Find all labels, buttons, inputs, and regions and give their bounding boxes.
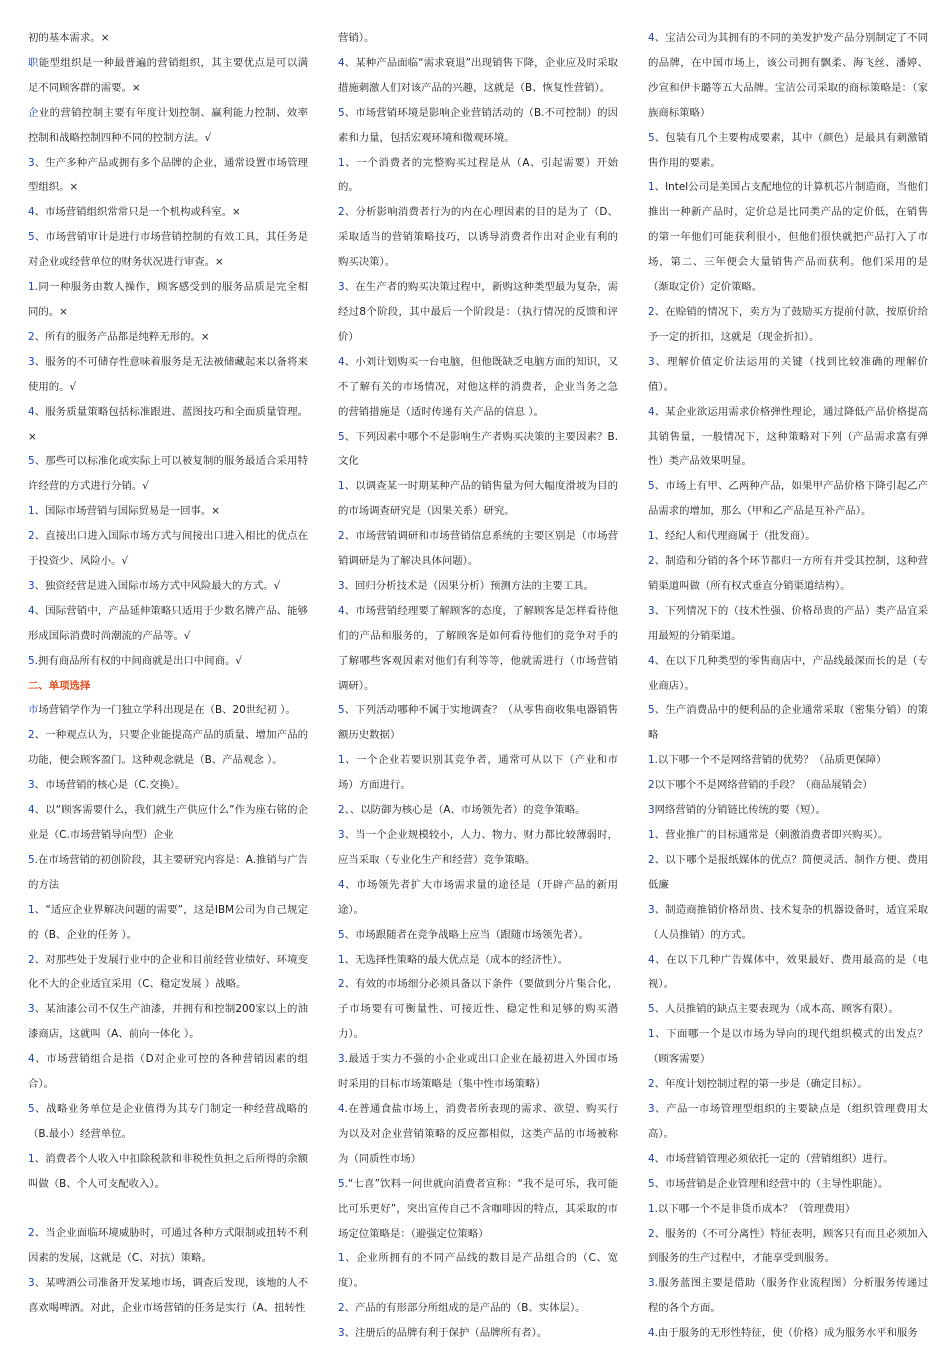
question-item	[338, 1296, 618, 1321]
question-item	[648, 698, 928, 748]
question-item	[648, 175, 928, 300]
item-number: 2	[28, 953, 35, 966]
question-item	[648, 126, 928, 176]
question-item	[338, 748, 618, 798]
item-number: 5	[28, 455, 35, 468]
item-text: 、某种产品面临“需求衰退”出现销售下降，企业应及时采取措施刺激人们对该产品的兴趣，这就是（B、恢复性营销）。	[338, 56, 618, 94]
item-number: 4	[28, 405, 35, 418]
item-number: 3	[338, 579, 345, 592]
question-item	[648, 300, 928, 350]
item-text: 、、以防御为核心是（A、市场领先者）的竞争策略。	[344, 804, 586, 817]
item-number: 1	[338, 480, 345, 493]
question-item	[648, 26, 928, 126]
item-text: 、下列活动哪种不属于实地调查？（从零售商收集电器销售额历史数据）	[338, 704, 618, 742]
item-number: 4	[648, 32, 655, 44]
item-text: 能型组织是一种最普遍的营销组织，其主要优点是可以满足不同顾客群的需要。×	[28, 56, 309, 94]
item-number: 企	[28, 106, 39, 119]
item-text: .拥有商品所有权的中间商就是出口中间商。√	[34, 654, 242, 667]
question-item	[28, 649, 308, 674]
item-text: 、一个企业若要识别其竞争者，通常可从以下（产业和市场）方面进行。	[338, 754, 618, 792]
item-text: 、有效的市场细分必须具备以下条件（要做到分片集合化，子市场要有可衡量性、可接近性、稳定性和足够的购买潜力）。	[338, 978, 618, 1041]
item-text: 、理解价值定价法运用的关键（找到比较准确的理解价值）。	[648, 355, 928, 393]
item-text: 、宝洁公司为其拥有的不同的美发护发产品分别制定了不同的品牌，在中国市场上，该公司拥有飘柔、海飞丝、潘婷、沙宣和伊卡璐等五大品牌。宝洁公司采取的商标策略是：（家族商标策略）	[648, 32, 928, 119]
item-text: 、包装有几个主要构成要素，其中（颜色）是最具有刺激销售作用的要素。	[648, 131, 928, 169]
item-number: 1	[648, 829, 655, 841]
item-number: 1	[648, 1202, 655, 1215]
item-text: 、直接出口进入国际市场方式与间接出口进入相比的优点在于投资少、风险小。√	[28, 530, 308, 568]
question-item	[28, 350, 308, 400]
item-text: 、下面哪一个是以市场为导向的现代组织模式的出发点？（顾客需要）	[648, 1028, 928, 1066]
question-item	[648, 823, 928, 848]
item-text: .由于服务的无形性特征，使（价格）成为服务水平和服务	[654, 1327, 918, 1340]
item-number: 4	[338, 355, 345, 368]
item-number: 2	[648, 779, 655, 792]
item-text: 、经纪人和代理商属于（批发商）。	[654, 530, 816, 543]
question-item	[648, 848, 928, 898]
item-number: 3	[648, 804, 655, 817]
item-number: 3	[28, 355, 35, 368]
item-text: 、在以下几种广告媒体中，效果最好、费用最高的是（电视）。	[648, 953, 928, 991]
item-text: 、营业推广的目标通常是（刺激消费者即兴购买）。	[654, 829, 889, 841]
question-item	[648, 1022, 928, 1072]
item-text: 、战略业务单位是企业值得为其专门制定一种经营战略的（B.最小）经营单位。	[28, 1102, 308, 1140]
item-number: 5	[28, 231, 35, 244]
question-item	[338, 698, 618, 748]
item-number: 1	[28, 281, 35, 294]
item-number: 3	[338, 281, 345, 294]
item-text: 、以“顾客需要什么，我们就生产供应什么”作为座右铭的企业是（C.市场营销导向型）企业	[28, 804, 308, 841]
item-text: 、企业所拥有的不同产品线的数目是产品组合的（C、宽度）。	[338, 1252, 618, 1290]
item-text: 、下列情况下的（技术性强、价格昂贵的产品）类产品宜采用最短的分销渠道。	[648, 604, 928, 642]
question-item	[648, 1222, 928, 1272]
item-text: 、市场营销审计是进行市场营销控制的有效工具，其任务是对企业或经营单位的财务状况进行审查。×	[28, 231, 308, 269]
item-text: 、服务的不可储存性意味着服务是无法被储藏起来以备将来使用的。√	[28, 355, 308, 393]
question-item	[28, 798, 308, 848]
item-number: 4	[648, 953, 655, 966]
item-number: 3	[28, 579, 35, 592]
question-item: 初的基本需求。×	[28, 32, 110, 44]
question-item	[338, 200, 618, 275]
item-number: 1	[338, 156, 345, 169]
item-number: 3	[648, 355, 655, 368]
blank-line	[28, 1197, 308, 1222]
question-item	[28, 948, 308, 998]
question-item	[28, 1097, 308, 1147]
question-item	[28, 275, 308, 325]
question-item	[648, 997, 928, 1022]
question-item	[28, 225, 308, 275]
item-number: 3	[338, 829, 345, 841]
question-item	[338, 1172, 618, 1247]
item-number: 4	[28, 604, 35, 617]
question-item	[28, 449, 308, 499]
item-number: 4	[338, 1102, 345, 1115]
item-number: 5	[648, 480, 655, 493]
item-text: 、在生产者的购买决策过程中，新购这种类型最为复杂，需经过8个阶段，其中最后一个阶段是：（执行情况的反馈和评价）	[338, 281, 618, 343]
column-left	[28, 26, 308, 1321]
item-text: 、服务的（不可分离性）特征表明，顾客只有而且必须加入到服务的生产过程中，才能享受到服务。	[648, 1227, 928, 1265]
item-number: 5	[648, 131, 655, 144]
question-item	[338, 798, 618, 823]
item-number: 3	[338, 1327, 345, 1340]
item-text: 、市场营销的核心是（C.交换）。	[34, 779, 186, 792]
item-number: 1	[338, 1252, 345, 1265]
item-text: 、“适应企业界解决问题的需要”，这是IBM公司为自己规定的（B、企业的任务 ）。	[28, 903, 308, 941]
question-item	[648, 748, 928, 773]
item-text: 场营销学作为一门独立学科出现是在（B、20世纪初 ）。	[38, 704, 296, 717]
item-number: 3	[648, 1102, 655, 1115]
section-heading: 二、单项选择	[28, 679, 91, 692]
item-text: .在市场营销的初创阶段，其主要研究内容是：A.推销与广告的方法	[28, 853, 308, 891]
item-number: 2	[28, 1227, 35, 1240]
item-text: 、制造商推销价格昂贵、技术复杂的机器设备时，适宜采取（人员推销）的方式。	[648, 903, 928, 941]
question-item	[648, 524, 928, 549]
question-item	[338, 972, 618, 1047]
item-text: 、市场营销环境是影响企业营销活动的（B.不可控制）的因素和力量，包括宏观环境和微观环境。	[338, 106, 618, 144]
item-number: 5	[338, 430, 345, 443]
item-number: 5	[338, 1177, 345, 1190]
item-number: 3	[28, 156, 35, 169]
item-number: 2	[648, 853, 655, 866]
item-text: .以下哪一个不是网络营销的优势？（品质更保障）	[654, 754, 887, 767]
question-item	[648, 1321, 928, 1346]
item-text: 、国际营销中，产品延伸策略只适用于少数名牌产品、能够形成国际消费时尚潮流的产品等。√	[28, 604, 308, 642]
item-number: 5	[648, 704, 655, 717]
item-text: 、市场营销经理要了解顾客的态度，了解顾客是怎样看待他们的产品和服务的，了解顾客是如何看待他们的竞争对手的了解哪些客观因素对他们有利等等，他就需进行（市场营销调研）。	[338, 604, 618, 692]
question-item	[648, 649, 928, 699]
item-number: 5	[28, 853, 35, 866]
question-item	[28, 599, 308, 649]
column-middle	[338, 26, 618, 1346]
item-text: 、国际市场营销与国际贸易是一回事。×	[34, 505, 220, 518]
column-right	[648, 26, 928, 1346]
item-number: 3	[648, 903, 655, 916]
item-number: 5	[648, 1003, 655, 1016]
question-item	[338, 425, 618, 475]
question-item	[28, 499, 308, 524]
item-text: 业的营销控制主要有年度计划控制、赢利能力控制、效率控制和战略控制四种不同的控制方法。√	[28, 106, 309, 144]
item-number: 2	[648, 1227, 655, 1240]
question-item	[28, 723, 308, 773]
question-item	[28, 773, 308, 798]
item-text: 、分析影响消费者行为的内在心理因素的目的是为了（D、采取适当的营销策略技巧，以诱导消费者作出对企业有利的购买决策）。	[338, 206, 618, 269]
item-number: 职	[28, 56, 39, 69]
item-text: 、市场跟随者在竞争战略上应当（跟随市场领先者）。	[344, 928, 589, 941]
item-text: 、产品一市场管理型组织的主要缺点是（组织管理费用太高）。	[648, 1102, 928, 1140]
item-text: .以下哪一个不是非货币成本？（管理费用）	[654, 1202, 856, 1215]
item-text: 、市场营销组织常常只是一个机构或科室。×	[34, 206, 241, 219]
question-item	[648, 1271, 928, 1321]
item-text: 、下列因素中哪个不是影响生产者购买决策的主要因素？B.文化	[338, 430, 618, 468]
question-item	[28, 325, 308, 350]
item-text: 、一种观点认为，只要企业能提高产品的质量、增加产品的功能，便会顾客盈门。这种观念就是（B、产品观念 ）。	[28, 729, 308, 767]
question-item	[338, 1321, 618, 1346]
item-text: 、市场营销调研和市场营销信息系统的主要区别是（市场营销调研是为了解决具体问题）。	[338, 530, 618, 568]
question-item	[28, 1147, 308, 1197]
item-text: 、年度计划控制过程的第一步是（确定目标）。	[654, 1078, 868, 1091]
item-number: 5	[338, 928, 345, 941]
question-item	[338, 51, 618, 101]
item-text: .在普通食盐市场上，消费者所表现的需求、欲望、购买行为以及对企业营销策略的反应都相似，这类产品的市场被称为（同质性市场）	[338, 1102, 618, 1165]
question-item	[338, 873, 618, 923]
question-item	[648, 549, 928, 599]
item-number: 4	[648, 1327, 655, 1340]
question-item	[338, 151, 618, 201]
item-text: 、那些可以标准化或实际上可以被复制的服务最适合采用特许经营的方式进行分销。√	[28, 455, 308, 493]
question-item	[28, 101, 308, 151]
item-number: 2	[338, 530, 345, 543]
item-number: 5	[338, 106, 345, 119]
item-text: 网络营销的分销链比传统的要（短）。	[654, 804, 827, 817]
item-text: 、消费者个人收入中扣除税款和非税性负担之后所得的余额叫做（B、个人可支配收入）。	[28, 1152, 308, 1190]
question-item	[28, 1221, 308, 1271]
question-item	[28, 524, 308, 574]
item-number: 1	[648, 754, 655, 767]
question-item: 营销）。	[338, 32, 375, 44]
item-text: 、以下哪个是报纸媒体的优点？简便灵活、制作方便、费用低廉	[648, 853, 928, 891]
question-item	[648, 948, 928, 998]
item-number: 2	[28, 530, 35, 543]
question-item	[648, 798, 928, 823]
question-item	[28, 997, 308, 1047]
item-number: 1	[338, 754, 345, 767]
question-item	[648, 1147, 928, 1172]
item-text: 、某啤酒公司准备开发某地市场，调查后发现，该地的人不喜欢喝啤酒。对此，企业市场营销的任务是实行（A、扭转性	[28, 1277, 308, 1315]
item-number: 1	[338, 953, 345, 966]
item-number: 4	[28, 1053, 35, 1066]
item-number: 5	[28, 1102, 35, 1115]
item-number: 1	[648, 181, 655, 194]
question-item	[28, 200, 308, 225]
item-text: 、所有的服务产品都是纯粹无形的。×	[34, 330, 210, 343]
question-item	[338, 101, 618, 151]
question-item	[338, 275, 618, 350]
item-number: 4	[648, 1152, 655, 1165]
item-text: 、市场营销管理必须依托一定的（营销组织）进行。	[654, 1152, 894, 1165]
item-number: 2	[648, 305, 655, 318]
item-text: 、产品的有形部分所组成的是产品的（B、实体层）。	[344, 1302, 586, 1315]
item-number: 2	[28, 729, 35, 742]
item-text: 、Intel公司是美国占支配地位的计算机芯片制造商，当他们推出一种新产品时，定价总是比同类产品的定价低，在销售的第一年他们可能获利很小，但他们很快就把产品打入了市场，第二、三年便会大量销售产品而获利。他们采用的是（渐取定价）定价策略。	[648, 181, 928, 294]
item-number: 2	[28, 330, 35, 343]
item-number: 4	[648, 654, 655, 667]
item-number: 2	[338, 206, 345, 219]
question-item	[338, 1246, 618, 1296]
item-text: 、生产多种产品或拥有多个品牌的企业，通常设置市场管理型组织。×	[28, 156, 308, 194]
item-number: 3	[28, 779, 35, 792]
item-number: 1	[648, 1028, 655, 1041]
item-text: .“七喜”饮料一问世就向消费者宣称：“我不是可乐，我可能比可乐更好”，突出宣传自己不含咖啡因的特点，其采取的市场定位策略是：（避强定位策略）	[338, 1177, 618, 1240]
question-item	[648, 350, 928, 400]
item-number: 5	[338, 704, 345, 717]
item-text: 、独资经营是进入国际市场方式中风险最大的方式。√	[34, 579, 281, 592]
question-item	[338, 948, 618, 973]
question-item	[648, 1172, 928, 1197]
question-item	[338, 599, 618, 699]
item-text: 、服务质量策略包括标准跟进、蓝图技巧和全面质量管理。×	[28, 405, 308, 443]
item-number: 2	[648, 555, 655, 568]
item-text: 、市场上有甲、乙两种产品，如果甲产品价格下降引起乙产品需求的增加，那么（甲和乙产品是互补产品）。	[648, 480, 928, 518]
item-text: 、某油漆公司不仅生产油漆，并拥有和控制200家以上的油漆商店，这就叫（A、前向一体化 ）。	[28, 1003, 308, 1041]
question-item	[338, 350, 618, 425]
item-text: 、对那些处于发展行业中的企业和目前经营业绩好、环境变化不大的企业适宜采用（C、稳定发展 ）战略。	[28, 953, 308, 991]
item-number: 2	[648, 1078, 655, 1091]
item-number: 3	[648, 1277, 655, 1290]
question-item	[648, 1097, 928, 1147]
item-number: 3	[338, 1053, 345, 1066]
item-text: .服务蓝图主要是借助（服务作业流程图）分析服务传递过程的各个方面。	[648, 1277, 928, 1315]
question-item	[28, 400, 308, 450]
question-item	[648, 773, 928, 798]
item-text: 、回归分析技术是（因果分析）预测方法的主要工具。	[344, 579, 594, 592]
item-number: 4	[648, 405, 655, 418]
question-item	[648, 1197, 928, 1222]
question-item	[338, 823, 618, 873]
item-number: 4	[338, 878, 345, 891]
question-item	[338, 574, 618, 599]
question-item	[648, 898, 928, 948]
item-number: 市	[28, 704, 39, 717]
item-text: 、制造和分销的各个环节都归一方所有并受其控制，这种营销渠道叫做（所有权式垂直分销渠道结构）。	[648, 555, 928, 592]
item-number: 2	[338, 978, 345, 991]
question-item	[28, 1271, 308, 1321]
item-text: .同一种服务由数人操作，顾客感受到的服务品质是完全相同的。×	[28, 281, 308, 318]
item-text: 、注册后的品牌有利于保护（品牌所有者）。	[344, 1327, 548, 1340]
item-text: 、在以下几种类型的零售商店中，产品线最深而长的是（专业商店）。	[648, 654, 928, 692]
item-number: 2	[338, 804, 345, 817]
item-text: .最适于实力不强的小企业或出口企业在最初进入外国市场时采用的目标市场策略是（集中性市场策略）	[338, 1053, 618, 1091]
question-item	[648, 1072, 928, 1097]
item-text: 、无选择性策略的最大优点是（成本的经济性）。	[344, 953, 569, 966]
item-text: 、小刘计划购买一台电脑，但他既缺乏电脑方面的知识，又不了解有关的市场情况，对他这样的消费者，企业当务之急的营销措施是（适时传递有关产品的信息 ）。	[338, 355, 618, 418]
item-text: 、市场营销是企业管理和经营中的（主导性职能）。	[654, 1177, 889, 1190]
item-number: 5	[648, 1177, 655, 1190]
item-number: 3	[28, 1003, 35, 1016]
item-text: 以下哪个不是网络营销的手段？（商品展销会）	[654, 779, 873, 792]
item-text: 、人员推销的缺点主要表现为（成本高、顾客有限）。	[654, 1003, 899, 1016]
question-item	[28, 574, 308, 599]
item-number: 1	[28, 903, 35, 916]
question-item	[28, 51, 308, 101]
item-number: 4	[338, 56, 345, 69]
item-text: 、一个消费者的完整购买过程是从（A、引起需要）开始的。	[338, 156, 618, 194]
item-text: 、某企业欲运用需求价格弹性理论，通过降低产品价格提高其销售量，一般情况下，这种策略对下列（产品需求富有弹性）类产品效果明显。	[648, 405, 928, 468]
item-number: 3	[648, 604, 655, 617]
question-item	[648, 400, 928, 475]
question-item	[648, 599, 928, 649]
question-item	[28, 898, 308, 948]
item-text: 、生产消费品中的便利品的企业通常采取（密集分销）的策略	[648, 704, 928, 742]
question-item	[338, 474, 618, 524]
item-number: 1	[28, 1152, 35, 1165]
question-item	[648, 474, 928, 524]
item-number: 4	[28, 206, 35, 219]
item-number: 1	[648, 530, 655, 543]
item-text: 、市场营销组合是指（D对企业可控的各种营销因素的组合）。	[28, 1053, 308, 1091]
item-text: 、以调查某一时期某种产品的销售量为何大幅度滑坡为目的的市场调查研究是（因果关系）研究。	[338, 480, 618, 518]
question-item	[338, 1097, 618, 1172]
question-item	[338, 1047, 618, 1097]
item-number: 1	[28, 505, 35, 518]
item-number: 4	[338, 604, 345, 617]
item-text: 、当一个企业规模较小，人力、物力、财力都比较薄弱时，应当采取（专业化生产和经营）竞争策略。	[338, 829, 618, 866]
item-number: 4	[28, 804, 35, 817]
question-item	[28, 151, 308, 201]
question-item	[28, 1047, 308, 1097]
item-text: 、当企业面临环境威胁时，可通过各种方式限制或扭转不利因素的发展，这就是（C、对抗）策略。	[28, 1227, 308, 1265]
item-number: 3	[28, 1277, 35, 1290]
question-item	[338, 524, 618, 574]
question-item	[28, 848, 308, 898]
item-text: 、在赊销的情况下，卖方为了鼓励买方提前付款，按原价给予一定的折扣，这就是（现金折扣）。	[648, 305, 928, 343]
item-number: 5	[28, 654, 35, 667]
question-item	[338, 923, 618, 948]
item-number: 2	[338, 1302, 345, 1315]
item-text: 、市场领先者扩大市场需求量的途径是（开辟产品的新用途）。	[338, 878, 618, 916]
question-item	[28, 698, 308, 723]
